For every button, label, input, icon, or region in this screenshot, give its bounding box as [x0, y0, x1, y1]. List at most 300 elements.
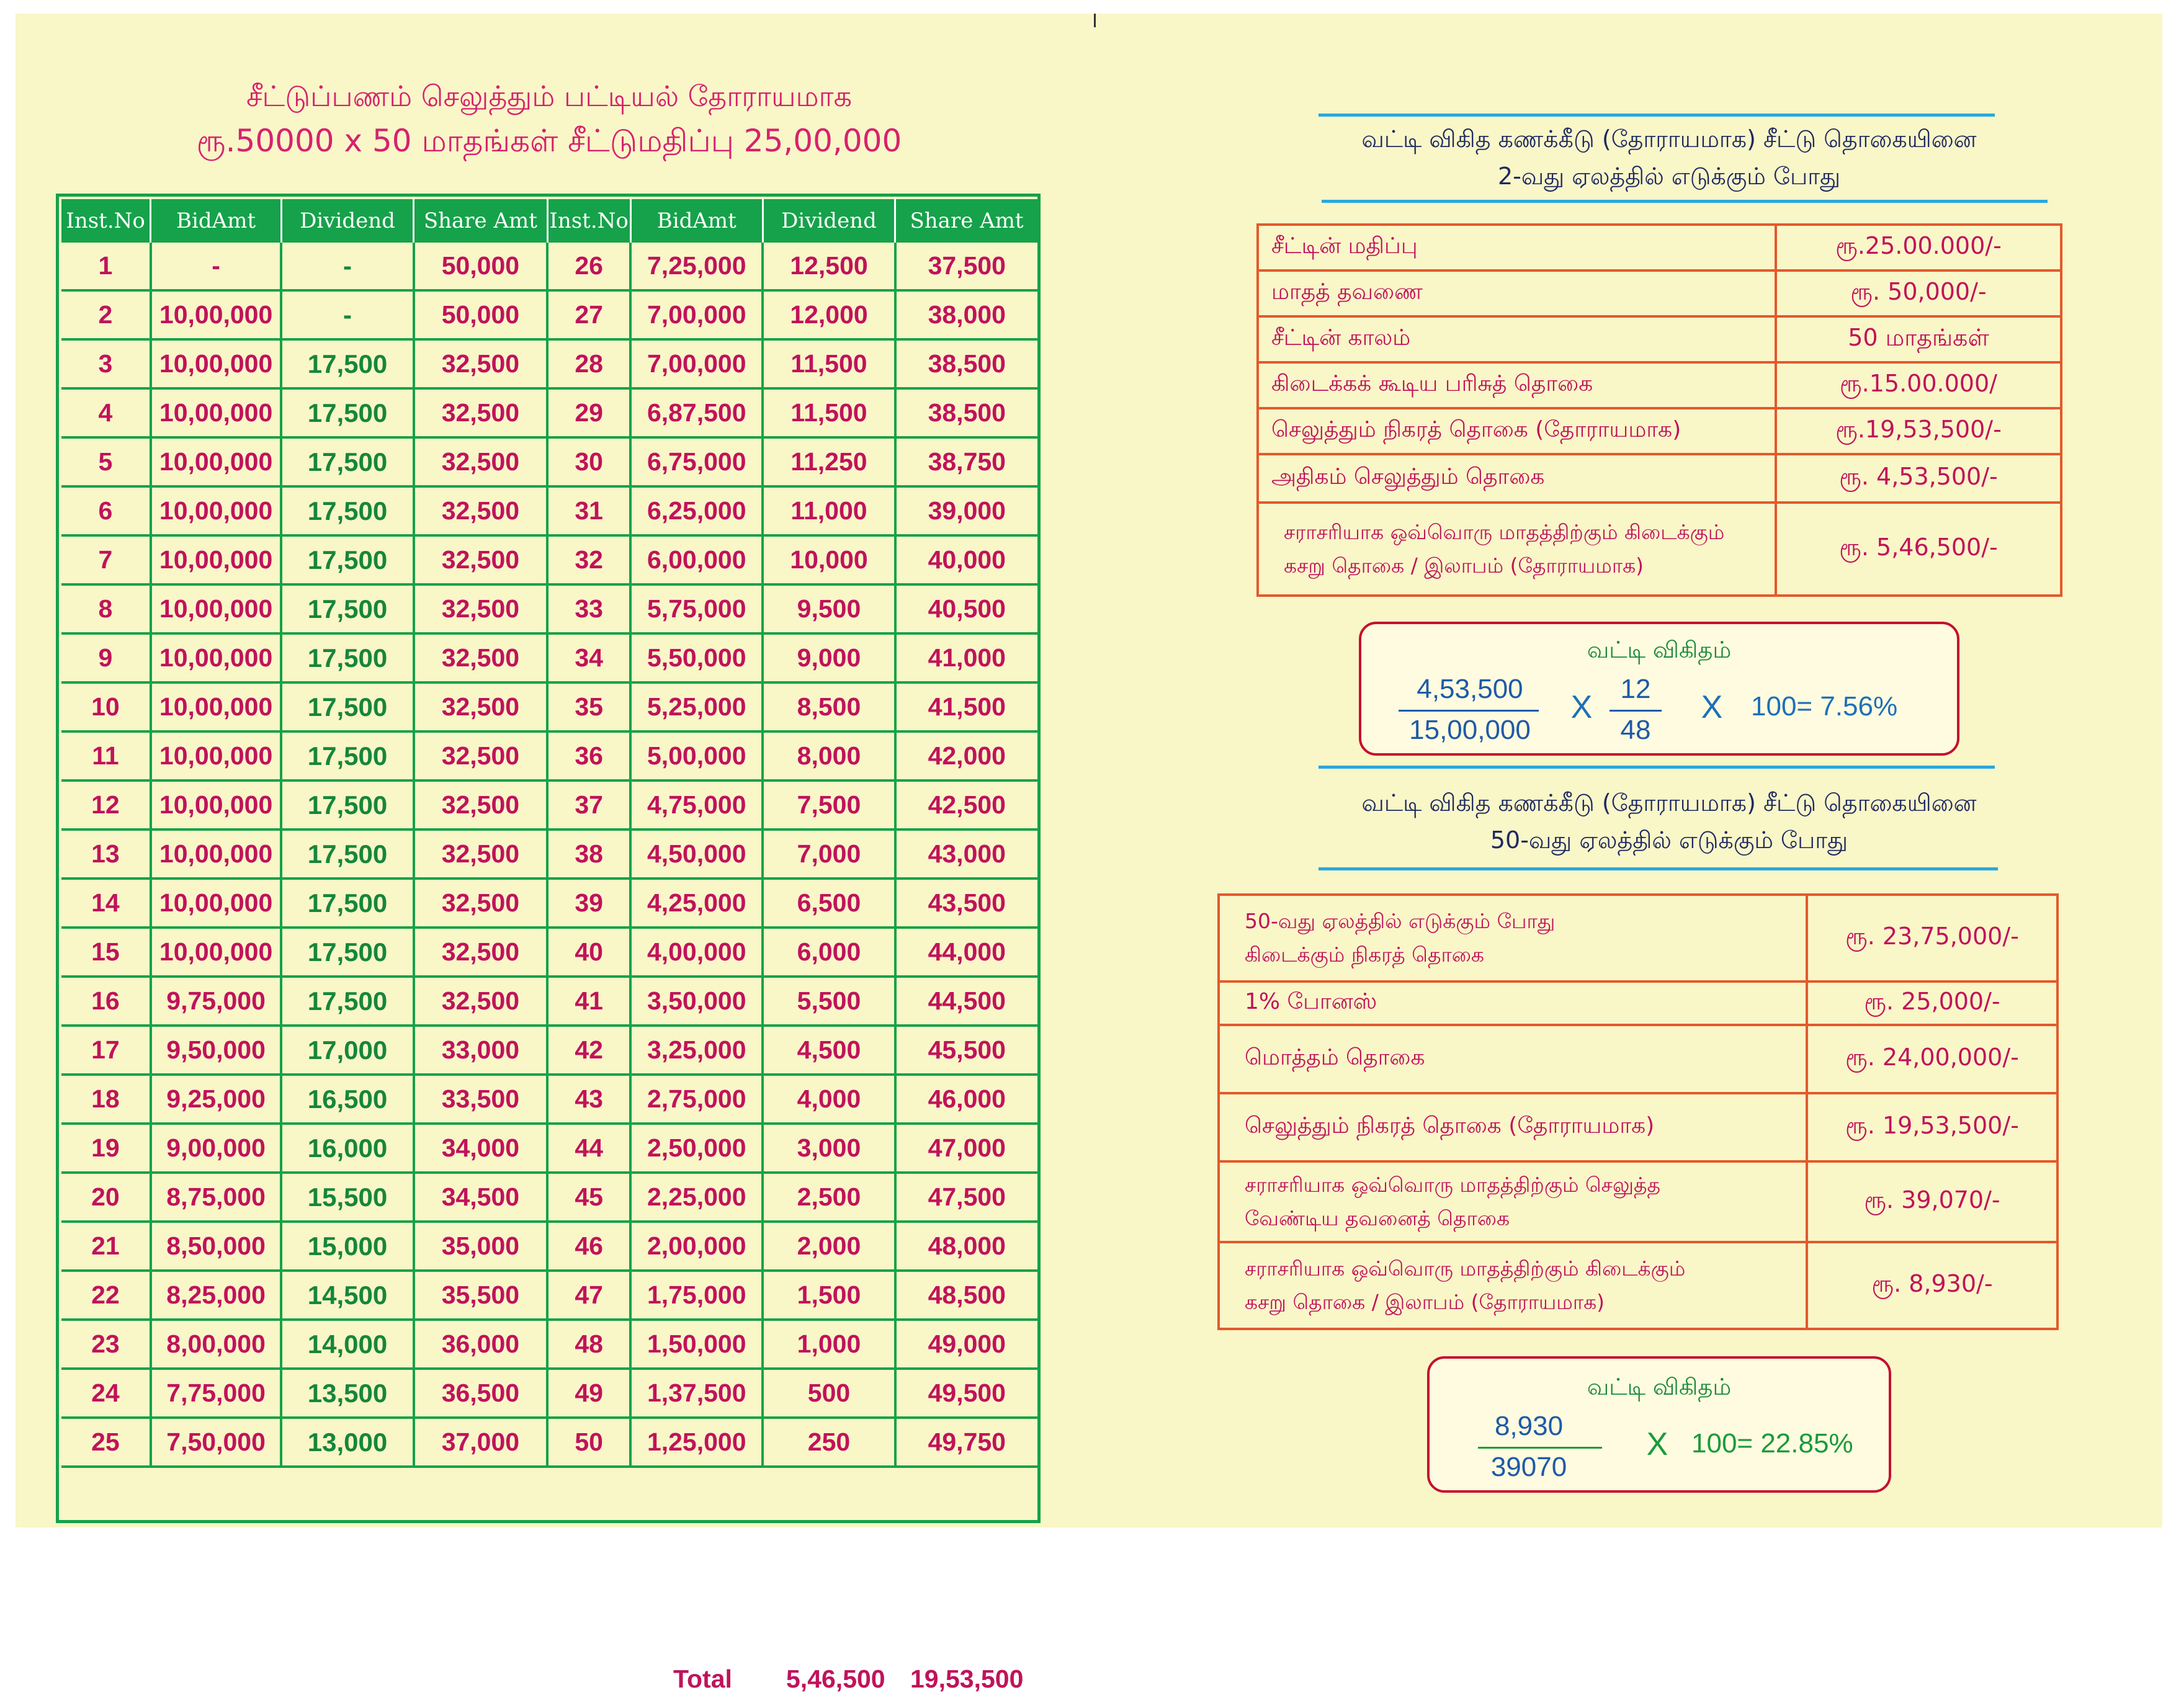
summary-row	[1258, 362, 2061, 408]
inst-no-cell: 8	[61, 584, 151, 633]
total-label: Total	[673, 1665, 732, 1693]
inst-no-cell: 49	[547, 1369, 630, 1418]
schedule-row	[61, 243, 1037, 290]
section1-summary-table	[1256, 223, 2062, 597]
share-amt-cell: 38,750	[895, 437, 1037, 486]
inst-no-cell: 47	[547, 1271, 630, 1320]
summary-row	[1258, 503, 2061, 596]
share-amt-cell: 49,000	[895, 1320, 1037, 1369]
column-header: BidAmt	[630, 199, 763, 243]
share-amt-cell: 32,500	[414, 633, 548, 682]
dividend-cell: -	[281, 290, 413, 339]
summary-row	[1258, 408, 2061, 454]
inst-no-cell: 33	[547, 584, 630, 633]
dividend-cell: 17,500	[281, 437, 413, 486]
inst-no-cell: 21	[61, 1222, 151, 1271]
summary-label	[1219, 1161, 1807, 1242]
dividend-cell: 6,000	[763, 928, 895, 977]
inst-no-cell: 19	[61, 1124, 151, 1173]
heading-rule	[1319, 114, 1995, 117]
dividend-cell: 17,500	[281, 388, 413, 437]
summary-value: 50 மாதங்கள்	[1776, 316, 2061, 362]
bid-amt-cell: 6,75,000	[630, 437, 763, 486]
summary-row	[1258, 225, 2061, 271]
schedule-row	[61, 780, 1037, 829]
inst-no-cell: 38	[547, 829, 630, 879]
label-line: சராசரியாக ஒவ்வொரு மாதத்திற்கும் கிடைக்கும்	[1284, 520, 1725, 544]
bid-amt-cell: 8,25,000	[151, 1271, 282, 1320]
inst-no-cell: 7	[61, 535, 151, 584]
summary-label	[1219, 981, 1807, 1025]
dividend-cell: 17,500	[281, 535, 413, 584]
schedule-row	[61, 1222, 1037, 1271]
share-amt-cell: 39,000	[895, 486, 1037, 535]
summary-row	[1219, 1093, 2057, 1161]
bid-amt-cell: 3,50,000	[630, 977, 763, 1026]
dividend-cell: 14,000	[281, 1320, 413, 1369]
dividend-cell: 11,250	[763, 437, 895, 486]
bid-amt-cell: 10,00,000	[151, 584, 282, 633]
bid-amt-cell: 4,50,000	[630, 829, 763, 879]
column-header: Dividend	[763, 199, 895, 243]
section2-summary-table	[1217, 893, 2059, 1330]
dividend-cell: 17,500	[281, 829, 413, 879]
page-fold-mark	[1094, 14, 1096, 27]
bid-amt-cell: 5,75,000	[630, 584, 763, 633]
dividend-cell: 16,000	[281, 1124, 413, 1173]
inst-no-cell: 15	[61, 928, 151, 977]
inst-no-cell: 10	[61, 682, 151, 731]
share-amt-cell: 49,750	[895, 1418, 1037, 1467]
inst-no-cell: 31	[547, 486, 630, 535]
dividend-cell: 9,000	[763, 633, 895, 682]
column-header: Inst.No	[61, 199, 151, 243]
inst-no-cell: 40	[547, 928, 630, 977]
dividend-cell: 13,000	[281, 1418, 413, 1467]
heading-rule	[1322, 200, 2048, 203]
bid-amt-cell: 7,00,000	[630, 339, 763, 388]
inst-no-cell: 17	[61, 1026, 151, 1075]
inst-no-cell: 3	[61, 339, 151, 388]
share-amt-cell: 40,000	[895, 535, 1037, 584]
summary-row	[1219, 1161, 2057, 1242]
bid-amt-cell: 2,25,000	[630, 1173, 763, 1222]
formula-result: 100= 22.85%	[1691, 1428, 1853, 1459]
schedule-row	[61, 731, 1037, 780]
label-line: 1% போனஸ்	[1245, 989, 1377, 1014]
schedule-row	[61, 1369, 1037, 1418]
bid-amt-cell: 7,50,000	[151, 1418, 282, 1467]
bid-amt-cell: 1,25,000	[630, 1418, 763, 1467]
dividend-cell: -	[281, 243, 413, 290]
dividend-cell: 10,000	[763, 535, 895, 584]
inst-no-cell: 2	[61, 290, 151, 339]
inst-no-cell: 36	[547, 731, 630, 780]
inst-no-cell: 37	[547, 780, 630, 829]
bid-amt-cell: 9,75,000	[151, 977, 282, 1026]
summary-label	[1219, 1242, 1807, 1329]
schedule-row	[61, 1124, 1037, 1173]
bid-amt-cell: 10,00,000	[151, 829, 282, 879]
share-amt-cell: 32,500	[414, 437, 548, 486]
inst-no-cell: 50	[547, 1418, 630, 1467]
share-amt-cell: 33,500	[414, 1075, 548, 1124]
schedule-row	[61, 1418, 1037, 1467]
share-amt-cell: 32,500	[414, 584, 548, 633]
label-line: 50-வது ஏலத்தில் எடுக்கும் போது	[1245, 909, 1556, 933]
share-amt-cell: 50,000	[414, 243, 548, 290]
label-line: மொத்தம் தொகை	[1245, 1045, 1425, 1070]
dividend-cell: 8,500	[763, 682, 895, 731]
schedule-row	[61, 535, 1037, 584]
inst-no-cell: 18	[61, 1075, 151, 1124]
inst-no-cell: 11	[61, 731, 151, 780]
column-header: BidAmt	[151, 199, 282, 243]
schedule-row	[61, 928, 1037, 977]
inst-no-cell: 43	[547, 1075, 630, 1124]
schedule-row	[61, 682, 1037, 731]
formula-denominator: 48	[1620, 715, 1651, 745]
inst-no-cell: 27	[547, 290, 630, 339]
label-line: வேண்டிய தவனைத் தொகை	[1245, 1206, 1510, 1230]
schedule-grid	[61, 199, 1037, 1468]
formula-denominator: 39070	[1490, 1452, 1567, 1482]
dividend-cell: 5,500	[763, 977, 895, 1026]
bid-amt-cell: 6,25,000	[630, 486, 763, 535]
summary-label: மாதத் தவணை	[1258, 271, 1776, 316]
schedule-row	[61, 584, 1037, 633]
share-amt-cell: 32,500	[414, 879, 548, 928]
bid-amt-cell: 10,00,000	[151, 388, 282, 437]
schedule-title-line1: சீட்டுப்பணம் செலுத்தும் பட்டியல் தோராயமாக	[246, 79, 852, 113]
bid-amt-cell: 7,75,000	[151, 1369, 282, 1418]
dividend-cell: 12,500	[763, 243, 895, 290]
summary-value: ரூ. 5,46,500/-	[1776, 503, 2061, 596]
dividend-cell: 11,500	[763, 339, 895, 388]
inst-no-cell: 29	[547, 388, 630, 437]
column-header: Dividend	[281, 199, 413, 243]
dividend-cell: 17,000	[281, 1026, 413, 1075]
column-header: Share Amt	[895, 199, 1037, 243]
bid-amt-cell: 5,25,000	[630, 682, 763, 731]
share-amt-cell: 47,500	[895, 1173, 1037, 1222]
summary-row	[1219, 895, 2057, 981]
bid-amt-cell: 9,50,000	[151, 1026, 282, 1075]
schedule-row	[61, 1173, 1037, 1222]
fraction-bar	[1478, 1447, 1602, 1449]
summary-label	[1219, 1025, 1807, 1093]
share-amt-cell: 46,000	[895, 1075, 1037, 1124]
bid-amt-cell: 8,00,000	[151, 1320, 282, 1369]
share-amt-cell: 32,500	[414, 829, 548, 879]
multiply-sign: X	[1701, 689, 1723, 725]
share-amt-cell: 50,000	[414, 290, 548, 339]
bid-amt-cell: 1,75,000	[630, 1271, 763, 1320]
share-amt-cell: 48,500	[895, 1271, 1037, 1320]
dividend-cell: 1,500	[763, 1271, 895, 1320]
dividend-cell: 500	[763, 1369, 895, 1418]
bid-amt-cell: 6,00,000	[630, 535, 763, 584]
bid-amt-cell: -	[151, 243, 282, 290]
formula-result: 100= 7.56%	[1751, 691, 1898, 722]
inst-no-cell: 35	[547, 682, 630, 731]
dividend-cell: 13,500	[281, 1369, 413, 1418]
share-amt-cell: 32,500	[414, 977, 548, 1026]
schedule-header-row	[61, 199, 1037, 243]
summary-value: ரூ.15.00.000/	[1776, 362, 2061, 408]
share-amt-cell: 44,500	[895, 977, 1037, 1026]
summary-value: ரூ. 50,000/-	[1776, 271, 2061, 316]
share-amt-cell: 37,500	[895, 243, 1037, 290]
column-header: Share Amt	[414, 199, 548, 243]
bid-amt-cell: 5,00,000	[630, 731, 763, 780]
bid-amt-cell: 1,37,500	[630, 1369, 763, 1418]
inst-no-cell: 32	[547, 535, 630, 584]
bid-amt-cell: 10,00,000	[151, 780, 282, 829]
summary-row	[1258, 271, 2061, 316]
label-line: சராசரியாக ஒவ்வொரு மாதத்திற்கும் செலுத்த	[1245, 1173, 1660, 1197]
heading-rule	[1319, 867, 1998, 870]
inst-no-cell: 41	[547, 977, 630, 1026]
dividend-cell: 3,000	[763, 1124, 895, 1173]
inst-no-cell: 22	[61, 1271, 151, 1320]
share-amt-cell: 37,000	[414, 1418, 548, 1467]
label-line: சராசரியாக ஒவ்வொரு மாதத்திற்கும் கிடைக்கும்	[1245, 1256, 1686, 1281]
inst-no-cell: 13	[61, 829, 151, 879]
formula-title: வட்டி விகிதம்	[1587, 637, 1732, 663]
schedule-row	[61, 1320, 1037, 1369]
dividend-cell: 1,000	[763, 1320, 895, 1369]
inst-no-cell: 28	[547, 339, 630, 388]
bid-amt-cell: 10,00,000	[151, 682, 282, 731]
bid-amt-cell: 10,00,000	[151, 437, 282, 486]
summary-label	[1258, 503, 1776, 596]
summary-value: ரூ. 39,070/-	[1807, 1161, 2057, 1242]
inst-no-cell: 6	[61, 486, 151, 535]
summary-label: கிடைக்கக் கூடிய பரிசுத் தொகை	[1258, 362, 1776, 408]
section2-heading-line1: வட்டி விகித கணக்கீடு (தோராயமாக) சீட்டு தொகையினை	[1361, 789, 1977, 816]
share-amt-cell: 38,000	[895, 290, 1037, 339]
schedule-row	[61, 290, 1037, 339]
share-amt-cell: 32,500	[414, 486, 548, 535]
inst-no-cell: 9	[61, 633, 151, 682]
bid-amt-cell: 10,00,000	[151, 339, 282, 388]
inst-no-cell: 12	[61, 780, 151, 829]
bid-amt-cell: 4,00,000	[630, 928, 763, 977]
summary-label: சீட்டின் காலம்	[1258, 316, 1776, 362]
summary-label: அதிகம் செலுத்தும் தொகை	[1258, 454, 1776, 503]
dividend-cell: 16,500	[281, 1075, 413, 1124]
dividend-cell: 17,500	[281, 928, 413, 977]
schedule-row	[61, 977, 1037, 1026]
share-amt-cell: 45,500	[895, 1026, 1037, 1075]
summary-value: ரூ. 8,930/-	[1807, 1242, 2057, 1329]
inst-no-cell: 46	[547, 1222, 630, 1271]
bid-amt-cell: 10,00,000	[151, 535, 282, 584]
dividend-cell: 17,500	[281, 584, 413, 633]
schedule-row	[61, 879, 1037, 928]
interest-rate-formula-2	[1427, 1356, 1891, 1493]
inst-no-cell: 45	[547, 1173, 630, 1222]
summary-label: சீட்டின் மதிப்பு	[1258, 225, 1776, 271]
label-line: செலுத்தும் நிகரத் தொகை (தோராயமாக)	[1245, 1113, 1655, 1138]
dividend-cell: 4,500	[763, 1026, 895, 1075]
schedule-total-row	[59, 1658, 1099, 1708]
summary-row	[1219, 1025, 2057, 1093]
inst-no-cell: 26	[547, 243, 630, 290]
share-amt-cell: 33,000	[414, 1026, 548, 1075]
share-amt-cell: 32,500	[414, 388, 548, 437]
inst-no-cell: 39	[547, 879, 630, 928]
bid-amt-cell: 10,00,000	[151, 633, 282, 682]
fraction-bar	[1399, 710, 1539, 712]
installment-schedule-table	[56, 194, 1041, 1693]
dividend-cell: 2,500	[763, 1173, 895, 1222]
formula-title: வட்டி விகிதம்	[1587, 1374, 1732, 1400]
bid-amt-cell: 7,25,000	[630, 243, 763, 290]
dividend-cell: 17,500	[281, 780, 413, 829]
bid-amt-cell: 5,50,000	[630, 633, 763, 682]
summary-label	[1219, 895, 1807, 981]
interest-rate-formula-1	[1359, 622, 1959, 756]
schedule-row	[61, 388, 1037, 437]
section2-heading-line2: 50-வது ஏலத்தில் எடுக்கும் போது	[1490, 826, 1848, 854]
dividend-cell: 8,000	[763, 731, 895, 780]
schedule-title-line2: ரூ.50000 x 50 மாதங்கள் சீட்டுமதிப்பு 25,00,000	[196, 123, 902, 159]
formula-numerator: 12	[1620, 674, 1651, 704]
formula-denominator: 15,00,000	[1409, 715, 1531, 745]
share-amt-cell: 40,500	[895, 584, 1037, 633]
bid-amt-cell: 4,75,000	[630, 780, 763, 829]
bid-amt-cell: 7,00,000	[630, 290, 763, 339]
share-amt-cell: 36,500	[414, 1369, 548, 1418]
inst-no-cell: 14	[61, 879, 151, 928]
bid-amt-cell: 10,00,000	[151, 731, 282, 780]
bid-amt-cell: 10,00,000	[151, 879, 282, 928]
share-amt-cell: 32,500	[414, 339, 548, 388]
bid-amt-cell: 8,75,000	[151, 1173, 282, 1222]
total-share: 19,53,500	[910, 1665, 1024, 1693]
summary-value: ரூ. 25,000/-	[1807, 981, 2057, 1025]
share-amt-cell: 35,000	[414, 1222, 548, 1271]
column-header: Inst.No	[547, 199, 630, 243]
schedule-row	[61, 633, 1037, 682]
share-amt-cell: 34,500	[414, 1173, 548, 1222]
formula-numerator: 4,53,500	[1417, 674, 1523, 704]
bid-amt-cell: 10,00,000	[151, 290, 282, 339]
dividend-cell: 17,500	[281, 339, 413, 388]
dividend-cell: 17,500	[281, 977, 413, 1026]
bid-amt-cell: 3,25,000	[630, 1026, 763, 1075]
dividend-cell: 7,000	[763, 829, 895, 879]
dividend-cell: 17,500	[281, 486, 413, 535]
inst-no-cell: 34	[547, 633, 630, 682]
bid-amt-cell: 2,75,000	[630, 1075, 763, 1124]
share-amt-cell: 41,500	[895, 682, 1037, 731]
inst-no-cell: 23	[61, 1320, 151, 1369]
share-amt-cell: 32,500	[414, 731, 548, 780]
summary-row	[1219, 981, 2057, 1025]
summary-row	[1258, 316, 2061, 362]
bid-amt-cell: 10,00,000	[151, 928, 282, 977]
inst-no-cell: 1	[61, 243, 151, 290]
share-amt-cell: 44,000	[895, 928, 1037, 977]
schedule-row	[61, 339, 1037, 388]
dividend-cell: 17,500	[281, 879, 413, 928]
share-amt-cell: 32,500	[414, 780, 548, 829]
share-amt-cell: 36,000	[414, 1320, 548, 1369]
total-dividend: 5,46,500	[786, 1665, 885, 1693]
dividend-cell: 15,000	[281, 1222, 413, 1271]
share-amt-cell: 38,500	[895, 339, 1037, 388]
share-amt-cell: 49,500	[895, 1369, 1037, 1418]
label-line: கசறு தொகை / இலாபம் (தோராயமாக)	[1284, 553, 1644, 578]
heading-rule	[1319, 766, 1995, 769]
inst-no-cell: 4	[61, 388, 151, 437]
share-amt-cell: 42,500	[895, 780, 1037, 829]
dividend-cell: 4,000	[763, 1075, 895, 1124]
share-amt-cell: 47,000	[895, 1124, 1037, 1173]
share-amt-cell: 43,500	[895, 879, 1037, 928]
section1-heading-line2: 2-வது ஏலத்தில் எடுக்கும் போது	[1497, 163, 1841, 190]
share-amt-cell: 43,000	[895, 829, 1037, 879]
summary-value: ரூ. 19,53,500/-	[1807, 1093, 2057, 1161]
dividend-cell: 17,500	[281, 633, 413, 682]
bid-amt-cell: 2,50,000	[630, 1124, 763, 1173]
share-amt-cell: 34,000	[414, 1124, 548, 1173]
dividend-cell: 7,500	[763, 780, 895, 829]
bid-amt-cell: 4,25,000	[630, 879, 763, 928]
summary-value: ரூ.19,53,500/-	[1776, 408, 2061, 454]
share-amt-cell: 35,500	[414, 1271, 548, 1320]
bid-amt-cell: 10,00,000	[151, 486, 282, 535]
label-line: கசறு தொகை / இலாபம் (தோராயமாக)	[1245, 1290, 1605, 1314]
share-amt-cell: 32,500	[414, 682, 548, 731]
schedule-row	[61, 437, 1037, 486]
inst-no-cell: 5	[61, 437, 151, 486]
summary-value: ரூ. 23,75,000/-	[1807, 895, 2057, 981]
share-amt-cell: 38,500	[895, 388, 1037, 437]
bid-amt-cell: 9,00,000	[151, 1124, 282, 1173]
inst-no-cell: 30	[547, 437, 630, 486]
multiply-sign: X	[1570, 689, 1593, 725]
schedule-row	[61, 1271, 1037, 1320]
bid-amt-cell: 2,00,000	[630, 1222, 763, 1271]
dividend-cell: 17,500	[281, 731, 413, 780]
bid-amt-cell: 1,50,000	[630, 1320, 763, 1369]
formula-numerator: 8,930	[1494, 1411, 1564, 1441]
share-amt-cell: 48,000	[895, 1222, 1037, 1271]
inst-no-cell: 48	[547, 1320, 630, 1369]
bid-amt-cell: 6,87,500	[630, 388, 763, 437]
summary-row	[1258, 454, 2061, 503]
inst-no-cell: 20	[61, 1173, 151, 1222]
share-amt-cell: 41,000	[895, 633, 1037, 682]
bid-amt-cell: 9,25,000	[151, 1075, 282, 1124]
schedule-row	[61, 1075, 1037, 1124]
summary-label: செலுத்தும் நிகரத் தொகை (தோராயமாக)	[1258, 408, 1776, 454]
summary-value: ரூ. 24,00,000/-	[1807, 1025, 2057, 1093]
dividend-cell: 9,500	[763, 584, 895, 633]
dividend-cell: 14,500	[281, 1271, 413, 1320]
dividend-cell: 11,500	[763, 388, 895, 437]
share-amt-cell: 42,000	[895, 731, 1037, 780]
dividend-cell: 6,500	[763, 879, 895, 928]
schedule-row	[61, 1026, 1037, 1075]
schedule-row	[61, 829, 1037, 879]
label-line: கிடைக்கும் நிகரத் தொகை	[1245, 942, 1485, 967]
section1-heading-line1: வட்டி விகித கணக்கீடு (தோராயமாக) சீட்டு தொகையினை	[1361, 125, 1977, 153]
